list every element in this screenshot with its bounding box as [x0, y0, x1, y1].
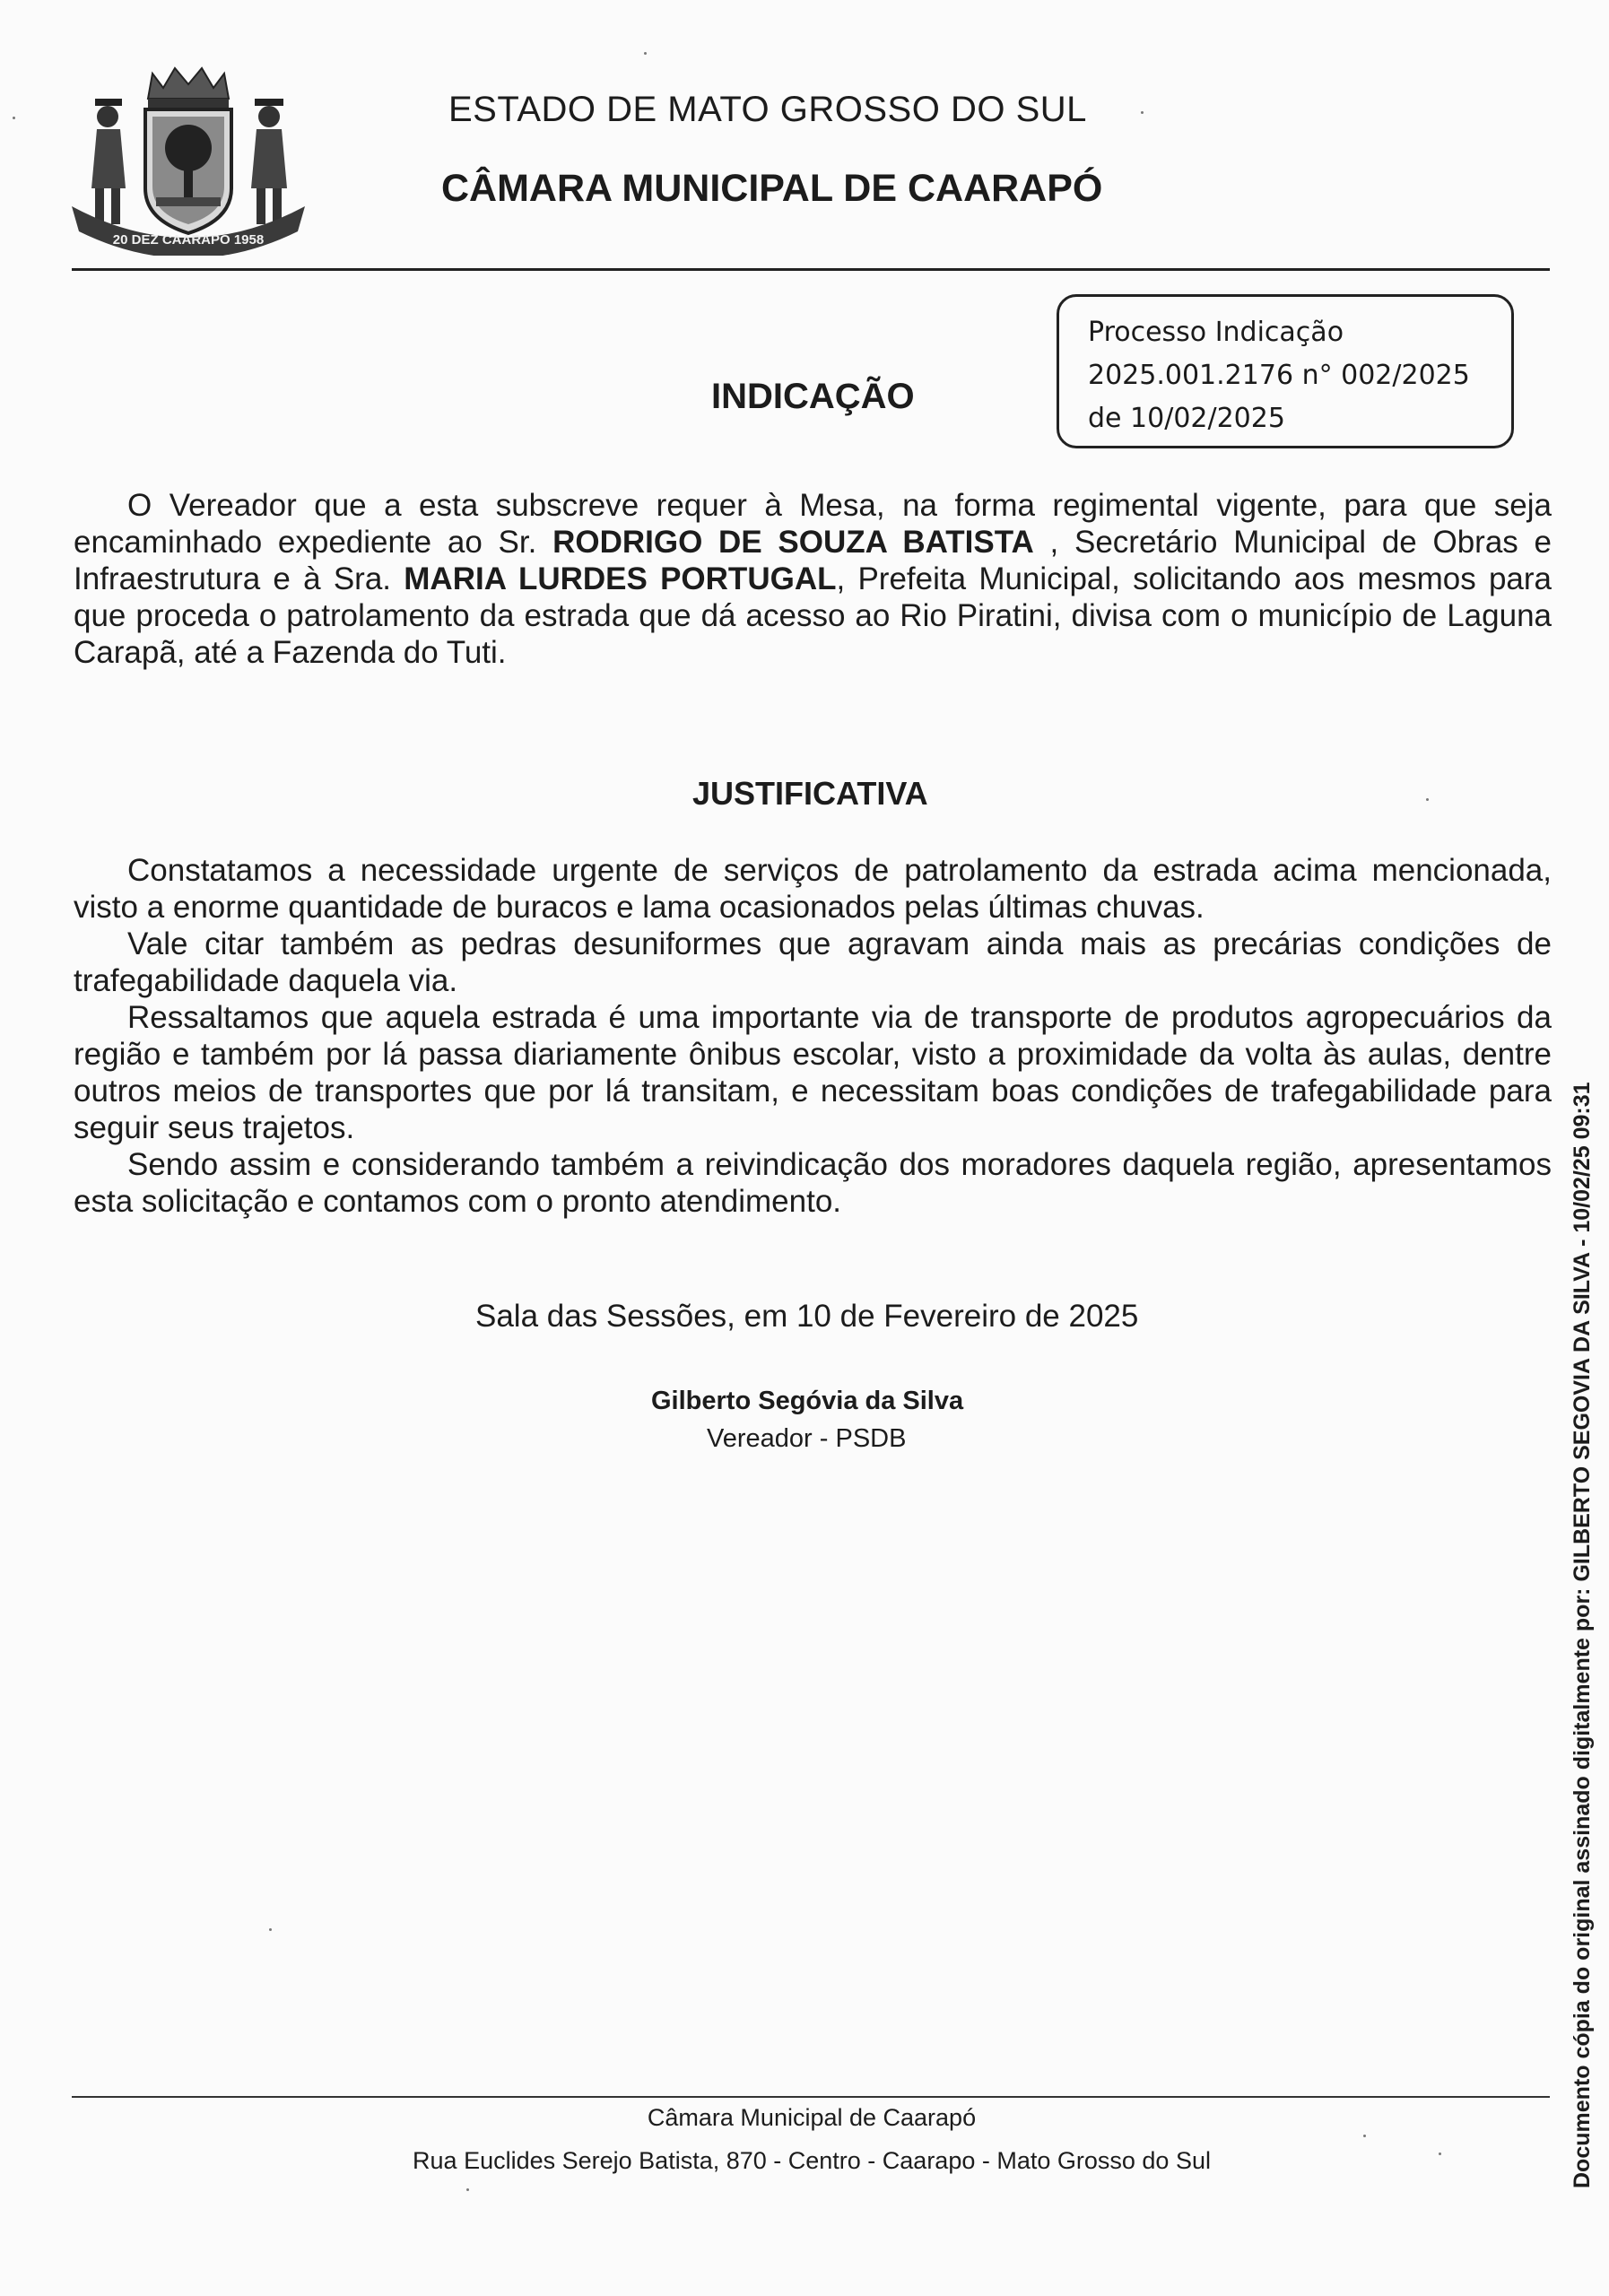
secretary-name: RODRIGO DE SOUZA BATISTA — [552, 525, 1034, 560]
process-line-1: Processo Indicação — [1088, 317, 1344, 348]
footer-institution: Câmara Municipal de Caarapó — [647, 2104, 977, 2131]
signer-role: Vereador - PSDB — [707, 1424, 907, 1453]
mayor-name: MARIA LURDES PORTUGAL — [404, 561, 837, 596]
footer-divider — [72, 2096, 1550, 2098]
municipal-crest-logo — [63, 63, 314, 256]
process-line-3: de 10/02/2025 — [1088, 403, 1285, 434]
header-divider — [72, 268, 1550, 271]
scan-speck — [269, 1928, 272, 1931]
scan-speck — [466, 2188, 469, 2191]
scan-speck — [1426, 798, 1429, 801]
chamber-name: CÂMARA MUNICIPAL DE CAARAPÓ — [441, 167, 1103, 210]
scan-speck — [644, 52, 647, 55]
justification-paragraph: Sendo assim e considerando também a reivindicação dos moradores daquela região, apresentamos esta solicitação e contamos com o pronto atendimento. — [74, 1147, 1552, 1219]
process-stamp — [1057, 294, 1514, 448]
scan-speck — [1363, 2135, 1366, 2137]
scan-speck — [1439, 2152, 1441, 2155]
place-and-date: Sala das Sessões, em 10 de Fevereiro de 2025 — [475, 1299, 1139, 1334]
request-text-3: , Prefeita Municipal, solicitando aos mesmos para que proceda o patrolamento da estrada que dá acesso ao Rio Piratini, divisa com o município de Laguna Carapã, até a Fazenda do Tuti. — [74, 561, 1552, 670]
request-paragraph — [74, 487, 1552, 671]
state-name: ESTADO DE MATO GROSSO DO SUL — [448, 90, 1087, 129]
footer-address: Rua Euclides Serejo Batista, 870 - Centro - Caarapo - Mato Grosso do Sul — [413, 2147, 1211, 2174]
scan-speck — [1141, 111, 1144, 114]
document-title: INDICAÇÃO — [711, 377, 915, 416]
process-line-2: 2025.001.2176 n° 002/2025 — [1088, 360, 1470, 391]
scan-speck — [13, 117, 15, 119]
justification-title: JUSTIFICATIVA — [692, 775, 928, 812]
crest-ribbon-text: 20 DEZ CAARAPÓ 1958 — [112, 232, 265, 248]
justification-paragraph: Vale citar também as pedras desuniformes que agravam ainda mais as precárias condições de trafegabilidade daquela via. — [74, 926, 1552, 998]
request-text-2: , Secretário Municipal de Obras e Infraestrutura e à Sra. — [74, 525, 1552, 596]
justification-body — [74, 852, 1552, 1220]
digital-signature-note: Documento cópia do original assinado digitalmente por: GILBERTO SEGOVIA DA SILVA - 10/02/25 09:31 — [1570, 1082, 1595, 2188]
justification-paragraph: Constatamos a necessidade urgente de serviços de patrolamento da estrada acima mencionada, visto a enorme quantidade de buracos e lama ocasionados pelas últimas chuvas. — [74, 853, 1552, 925]
signer-name: Gilberto Segóvia da Silva — [651, 1387, 964, 1415]
justification-paragraph: Ressaltamos que aquela estrada é uma importante via de transporte de produtos agropecuários da região e também por lá passa diariamente ônibus escolar, visto a proximidade da volta às aulas, dentre outros meios de transportes que por lá transitam, e necessitam boas condições de trafegabilidade para seguir seus trajetos. — [74, 1000, 1552, 1145]
request-text-1: O Vereador que a esta subscreve requer à Mesa, na forma regimental vigente, para que seja encaminhado expediente ao Sr. — [74, 488, 1552, 560]
